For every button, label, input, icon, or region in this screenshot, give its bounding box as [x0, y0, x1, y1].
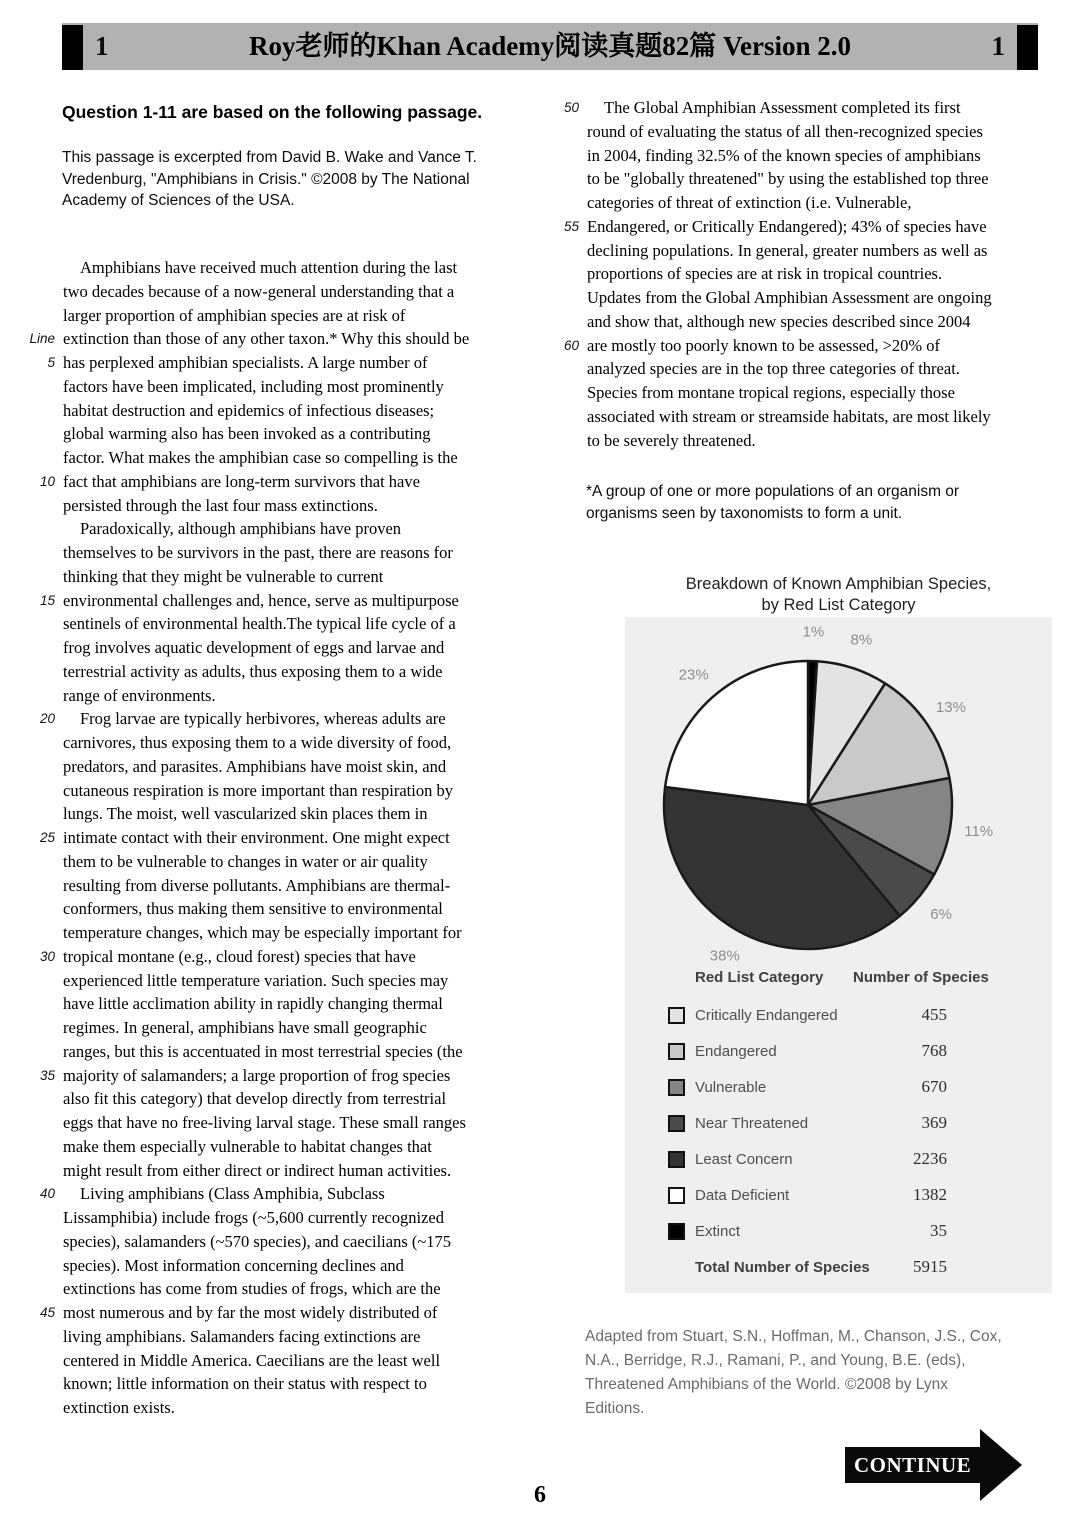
passage-line [0, 1349, 556, 1373]
document-title: Roy老师的Khan Academy阅读真题82篇 Version 2.0 [248, 31, 852, 61]
passage-line [524, 310, 1076, 334]
pie-percent-label: 6% [930, 906, 952, 924]
legend-row [625, 1078, 1052, 1098]
passage-line [0, 921, 556, 945]
line-number [0, 375, 63, 399]
passage-text: declining populations. In general, greater numbers as well as [587, 240, 988, 260]
pie-percent-label: 1% [802, 623, 825, 641]
chart-title [625, 574, 1052, 616]
passage-line [0, 375, 556, 399]
line-number [0, 541, 63, 565]
line-number [0, 921, 63, 945]
source-line: Vredenburg, "Amphibians in Crisis." ©2008 by The National [62, 170, 470, 188]
passage-text: environmental challenges and, hence, serve as multipurpose [63, 590, 459, 610]
passage-text: intimate contact with their environment. One might expect [63, 828, 450, 847]
line-number: 15 [39, 592, 55, 608]
line-number [0, 731, 63, 755]
passage-text: larger proportion of amphibian species are at risk of [63, 305, 406, 325]
line-number: 35 [39, 1067, 55, 1083]
footnote-line: organisms seen by taxonomists to form a unit. [586, 505, 903, 522]
passage-text: temperature changes, which may be especially important for [63, 923, 462, 942]
legend-row [625, 1006, 1052, 1026]
section-number-left: 1 [95, 31, 109, 61]
line-number [0, 517, 63, 541]
passage-line [0, 1396, 556, 1420]
passage-text: tropical montane (e.g., cloud forest) species that have [63, 946, 416, 966]
passage-text: Amphibians have received much attention during the last [80, 258, 458, 277]
line-number: 20 [39, 711, 55, 727]
line-number [524, 310, 587, 334]
pie-percent-label: 11% [964, 822, 994, 840]
legend-swatch-icon [668, 1223, 685, 1240]
page-number: 6 [534, 1482, 546, 1508]
passage-line [0, 1325, 556, 1349]
legend-total-value: 5915 [913, 1257, 947, 1276]
passage-line [0, 541, 556, 565]
passage-line [0, 826, 556, 850]
legend-swatch-icon [668, 1187, 685, 1204]
pie-percent-label: 13% [935, 698, 966, 716]
line-number [524, 286, 587, 310]
line-number [0, 1349, 63, 1373]
source-line: This passage is excerpted from David B. Wake and Vance T. [62, 149, 477, 166]
legend-value: 2236 [913, 1149, 947, 1168]
passage-text: Endangered, or Critically Endangered); 43% of species have [587, 216, 987, 236]
passage-text: terrestrial activity as adults, thus exposing them to a wide [63, 661, 443, 681]
passage-text: and show that, although new species described since 2004 [587, 311, 971, 331]
passage-text: Species from montane tropical regions, especially those [587, 383, 955, 402]
passage-line [0, 755, 556, 779]
passage-left-column [0, 256, 556, 1420]
passage-text: ranges, but this is accentuated in most terrestrial species (the [63, 1041, 463, 1061]
passage-text: extinction exists. [63, 1398, 175, 1417]
passage-line [0, 494, 556, 518]
passage-text: lungs. The moist, well vascularized skin places them in [63, 804, 428, 824]
passage-text: fact that amphibians are long-term survivors that have [63, 471, 420, 491]
passage-text: associated with stream or streamside habitats, are most likely [587, 406, 991, 426]
line-number [0, 399, 63, 423]
passage-line [0, 874, 556, 898]
line-number [524, 191, 587, 215]
legend-label: Near Threatened [695, 1115, 809, 1132]
line-number: 30 [39, 948, 55, 964]
passage-text: majority of salamanders; a large proportion of frog species [63, 1065, 451, 1085]
legend-label: Data Deficient [695, 1187, 790, 1204]
passage-line [524, 405, 1076, 429]
legend-label: Vulnerable [695, 1079, 767, 1096]
passage-line [0, 1016, 556, 1040]
passage-line [0, 327, 556, 351]
credit-line: Threatened Amphibians of the World. ©2008 by Lynx [585, 1376, 948, 1393]
legend-swatch-icon [668, 1007, 685, 1024]
source-line: Academy of Sciences of the USA. [62, 192, 295, 209]
taxon-footnote [586, 481, 1066, 525]
footnote-line: *A group of one or more populations of an organism or [586, 483, 960, 500]
passage-line [0, 1159, 556, 1183]
line-number [524, 239, 587, 263]
line-number [0, 1111, 63, 1135]
passage-line [0, 1135, 556, 1159]
passage-line [0, 802, 556, 826]
passage-text: most numerous and by far the most widely distributed of [63, 1303, 438, 1322]
passage-line [0, 779, 556, 803]
legend-label: Least Concern [695, 1151, 793, 1168]
legend-row [625, 1150, 1052, 1170]
passage-text: species). Most information concerning declines and [63, 1255, 404, 1275]
line-number [0, 1372, 63, 1396]
line-number [0, 446, 63, 470]
passage-text: to be severely threatened. [587, 430, 756, 450]
passage-text: round of evaluating the status of all then-recognized species [587, 121, 983, 141]
passage-text: experienced little temperature variation. Such species may [63, 970, 449, 990]
passage-line [0, 1254, 556, 1278]
line-number [0, 256, 63, 280]
line-number [0, 779, 63, 803]
line-number [0, 1087, 63, 1111]
passage-text: persisted through the last four mass extinctions. [63, 495, 378, 515]
pie-percent-label: 23% [678, 666, 709, 684]
passage-line [524, 191, 1076, 215]
legend-count-header: Number of Species [853, 969, 989, 986]
passage-text: conformers, thus making them sensitive to environmental [63, 899, 443, 919]
passage-text: Updates from the Global Amphibian Assessment are ongoing [587, 288, 992, 307]
passage-text: also fit this category) that develop directly from terrestrial [63, 1089, 447, 1109]
passage-text: factor. What makes the amphibian case so compelling is the [63, 448, 458, 467]
line-number [524, 144, 587, 168]
credit-line: Editions. [585, 1400, 645, 1417]
line-number [0, 1254, 63, 1278]
line-number [0, 304, 63, 328]
passage-line [0, 707, 556, 731]
passage-text: carnivores, thus exposing them to a wide diversity of food, [63, 733, 452, 752]
passage-text: factors have been implicated, including most prominently [63, 376, 444, 396]
passage-line [0, 731, 556, 755]
passage-line [0, 589, 556, 613]
passage-line [524, 429, 1076, 453]
legend-label: Critically Endangered [695, 1007, 838, 1024]
legend-category-header: Red List Category [695, 969, 824, 986]
line-number [0, 1016, 63, 1040]
legend-value: 455 [921, 1005, 947, 1024]
passage-line [0, 1111, 556, 1135]
line-number [0, 969, 63, 993]
line-number [0, 1206, 63, 1230]
passage-text: Frog larvae are typically herbivores, whereas adults are [80, 709, 446, 729]
chart-title-line: by Red List Category [761, 596, 916, 614]
passage-text: Paradoxically, although amphibians have proven [80, 519, 402, 539]
passage-text: eggs that have no free-living larval stage. These small ranges [63, 1113, 466, 1132]
passage-line [0, 636, 556, 660]
passage-line [0, 1277, 556, 1301]
line-number [0, 1277, 63, 1301]
passage-line [0, 256, 556, 280]
passage-line [0, 351, 556, 375]
passage-text: extinction than those of any other taxon.* Why this should be [63, 329, 470, 349]
passage-text: regimes. In general, amphibians have small geographic [63, 1018, 427, 1037]
line-number [0, 422, 63, 446]
line-number: 40 [39, 1186, 55, 1202]
passage-text: Lissamphibia) include frogs (~5,600 currently recognized [63, 1208, 444, 1227]
line-number: Line [29, 331, 55, 347]
line-number [0, 1159, 63, 1183]
section-number-right: 1 [991, 31, 1005, 61]
line-number [524, 167, 587, 191]
legend-value: 369 [921, 1113, 947, 1132]
passage-line [0, 1372, 556, 1396]
legend-swatch-icon [668, 1115, 685, 1132]
legend-value: 35 [930, 1221, 947, 1240]
passage-line [0, 660, 556, 684]
line-number [0, 897, 63, 921]
passage-line [0, 1301, 556, 1325]
passage-line [0, 684, 556, 708]
line-number [524, 405, 587, 429]
legend-swatch-icon [668, 1043, 685, 1060]
pie-percent-label: 8% [850, 631, 873, 649]
line-number [0, 874, 63, 898]
passage-text: cutaneous respiration is more important than respiration by [63, 780, 453, 800]
passage-text: global warming also has been invoked as a contributing [63, 424, 431, 444]
passage-line [524, 262, 1076, 286]
line-number [0, 1325, 63, 1349]
passage-text: has perplexed amphibian specialists. A large number of [63, 353, 428, 372]
passage-source-note [62, 147, 567, 212]
legend-value: 768 [921, 1041, 947, 1060]
line-number [0, 802, 63, 826]
pie-percent-label: 38% [709, 947, 740, 965]
passage-line [0, 565, 556, 589]
passage-text: might result from either direct or indirect human activities. [63, 1160, 452, 1180]
line-number [0, 1040, 63, 1064]
line-number [0, 565, 63, 589]
legend-total-label: Total Number of Species [695, 1259, 870, 1276]
line-number [0, 636, 63, 660]
line-number: 5 [47, 355, 55, 370]
passage-line [0, 897, 556, 921]
passage-line [524, 96, 1076, 120]
passage-line [0, 422, 556, 446]
passage-line [0, 850, 556, 874]
legend-row [625, 1042, 1052, 1062]
line-number: 25 [39, 830, 55, 845]
legend-row [625, 1222, 1052, 1242]
passage-text: predators, and parasites. Amphibians have moist skin, and [63, 756, 447, 776]
line-number [0, 280, 63, 304]
passage-text: Living amphibians (Class Amphibia, Subclass [80, 1184, 385, 1204]
passage-line [0, 1206, 556, 1230]
legend-label: Extinct [695, 1223, 741, 1240]
passage-line [0, 1040, 556, 1064]
passage-line [524, 120, 1076, 144]
line-number [524, 429, 587, 453]
passage-text: sentinels of environmental health.The typical life cycle of a [63, 614, 456, 634]
passage-text: habitat destruction and epidemics of infectious diseases; [63, 400, 435, 420]
line-number [0, 1396, 63, 1420]
credit-line: Adapted from Stuart, S.N., Hoffman, M., Chanson, J.S., Cox, [585, 1328, 1002, 1345]
passage-text: in 2004, finding 32.5% of the known species of amphibians [587, 145, 981, 165]
passage-text: frog involves aquatic development of eggs and larvae and [63, 638, 445, 657]
line-number [0, 494, 63, 518]
passage-text: two decades because of a now-general understanding that a [63, 281, 455, 301]
line-number [524, 120, 587, 144]
legend-row [625, 1186, 1052, 1206]
passage-line [0, 945, 556, 969]
line-number: 50 [563, 100, 579, 115]
passage-line [524, 144, 1076, 168]
passage-line [0, 612, 556, 636]
passage-text: range of environments. [63, 685, 216, 705]
line-number: 10 [39, 473, 55, 489]
line-number: 55 [563, 218, 579, 234]
line-number [0, 755, 63, 779]
chart-title-line: Breakdown of Known Amphibian Species, [685, 575, 992, 593]
line-number [524, 357, 587, 381]
passage-text: them to be vulnerable to changes in water or air quality [63, 851, 428, 871]
legend-swatch-icon [668, 1079, 685, 1096]
line-number [0, 1230, 63, 1254]
passage-line [524, 334, 1076, 358]
passage-line [0, 992, 556, 1016]
pie-chart-panel [625, 617, 1052, 1293]
credit-line: N.A., Berridge, R.J., Ramani, P., and Young, B.E. (eds), [585, 1352, 966, 1369]
passage-line [524, 239, 1076, 263]
line-number [524, 381, 587, 405]
page-header-bar [62, 23, 1038, 70]
passage-line [0, 280, 556, 304]
passage-text: have little acclimation ability in rapidly changing thermal [63, 994, 443, 1014]
line-number [0, 612, 63, 636]
chart-credit-note [585, 1325, 1065, 1421]
passage-line [0, 1230, 556, 1254]
passage-text: The Global Amphibian Assessment completed its first [604, 98, 961, 117]
line-number [0, 1135, 63, 1159]
passage-text: proportions of species are at risk in tropical countries. [587, 264, 943, 284]
passage-text: are mostly too poorly known to be assessed, >20% of [587, 335, 941, 355]
passage-line [524, 215, 1076, 239]
legend-value: 670 [921, 1077, 947, 1096]
passage-line [0, 470, 556, 494]
legend-swatch-icon [668, 1151, 685, 1168]
line-number [0, 684, 63, 708]
line-number [0, 992, 63, 1016]
passage-text: known; little information on their status with respect to [63, 1374, 427, 1394]
passage-line [524, 167, 1076, 191]
passage-text: themselves to be survivors in the past, there are reasons for [63, 543, 453, 562]
passage-text: living amphibians. Salamanders facing extinctions are [63, 1326, 421, 1346]
passage-line [0, 1087, 556, 1111]
passage-text: thinking that they might be vulnerable to current [63, 566, 384, 586]
passage-text: categories of threat of extinction (i.e. Vulnerable, [587, 193, 912, 212]
passage-line [0, 1182, 556, 1206]
line-number [524, 262, 587, 286]
legend-row [625, 1114, 1052, 1134]
line-number [0, 850, 63, 874]
legend-label: Endangered [695, 1043, 777, 1060]
passage-line [524, 286, 1076, 310]
passage-line [0, 517, 556, 541]
passage-right-column [524, 96, 1076, 452]
passage-line [0, 304, 556, 328]
passage-line [0, 399, 556, 423]
passage-text: analyzed species are in the top three categories of threat. [587, 359, 960, 379]
passage-line [524, 381, 1076, 405]
passage-line [0, 1064, 556, 1088]
passage-text: to be "globally threatened" by using the established top three [587, 169, 989, 189]
passage-text: make them especially vulnerable to habitat changes that [63, 1136, 432, 1156]
passage-line [524, 357, 1076, 381]
continue-label: CONTINUE [845, 1447, 980, 1483]
passage-text: centered in Middle America. Caecilians are the least well [63, 1350, 441, 1370]
passage-line [0, 446, 556, 470]
legend-value: 1382 [913, 1185, 947, 1204]
question-range-heading: Question 1-11 are based on the following passage. [62, 102, 483, 122]
line-number: 45 [39, 1305, 55, 1320]
passage-text: species), salamanders (~570 species), and caecilians (~175 [63, 1231, 452, 1251]
line-number [0, 660, 63, 684]
passage-text: extinctions has come from studies of frogs, which are the [63, 1279, 441, 1299]
passage-line [0, 969, 556, 993]
line-number: 60 [563, 337, 579, 353]
passage-text: resulting from diverse pollutants. Amphibians are thermal- [63, 875, 451, 895]
pie-chart [625, 617, 1052, 973]
